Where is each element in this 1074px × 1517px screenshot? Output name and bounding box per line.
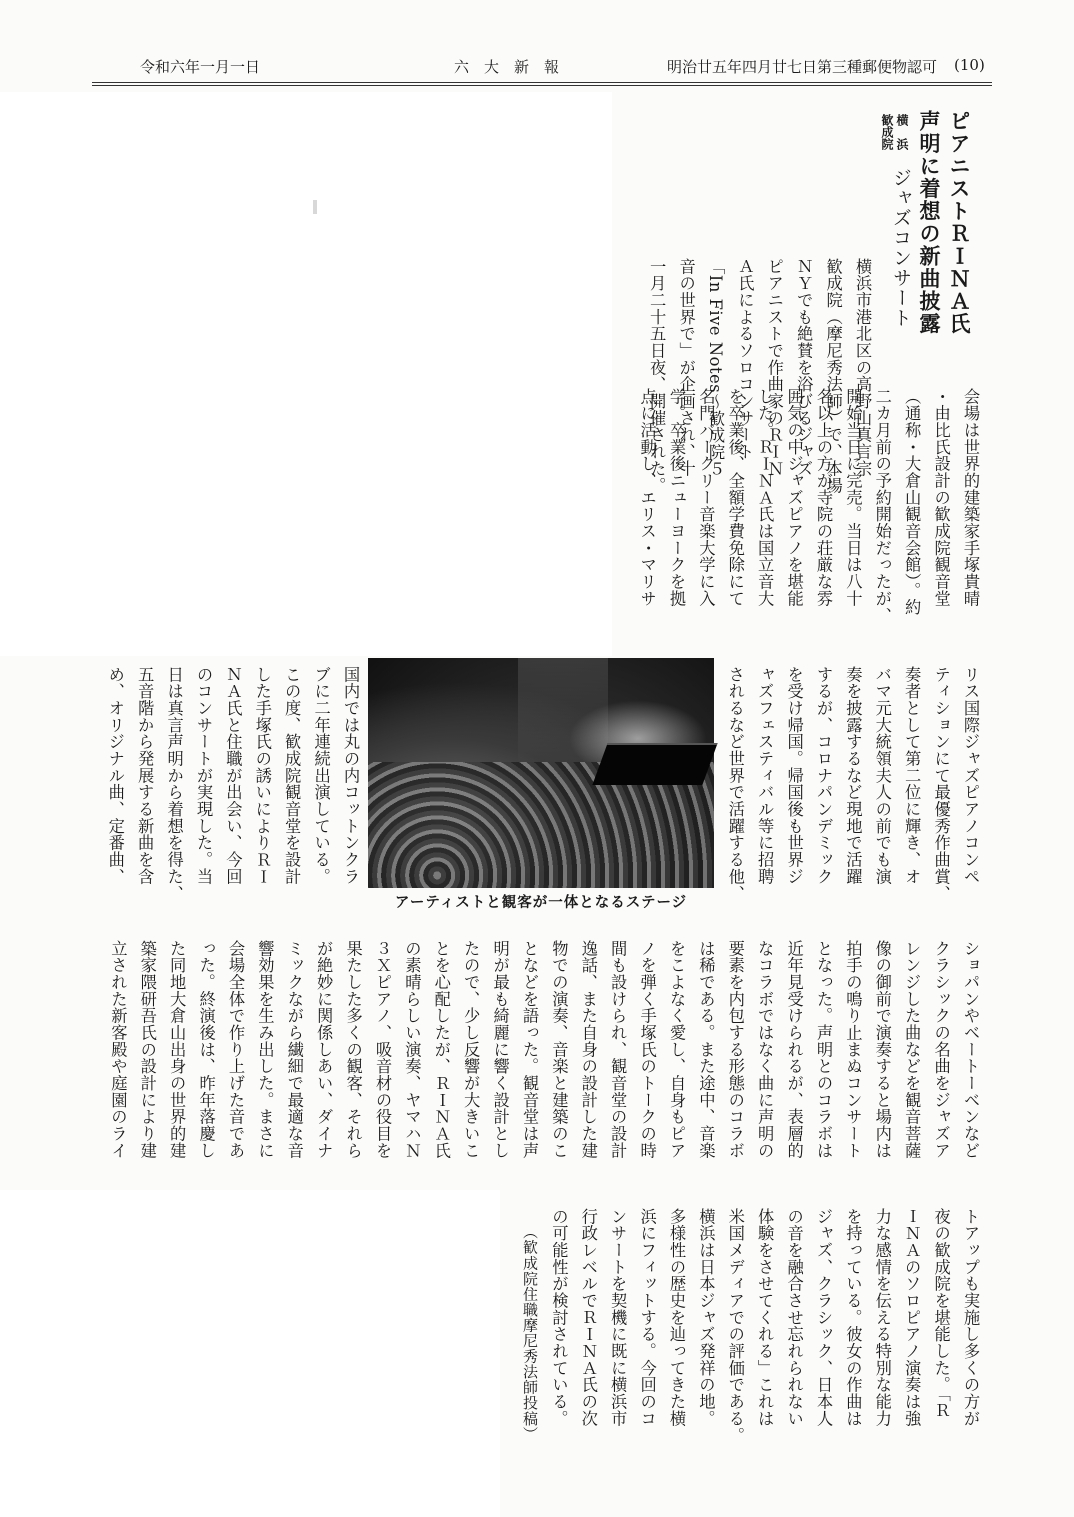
text-column: 浜にフィットする。今回のコ: [637, 1208, 657, 1427]
text-column: の素晴らしい演奏、ヤマハＮ: [402, 940, 422, 1159]
text-column: 間も設けられ、観音堂の設計: [608, 940, 628, 1159]
text-column: リス国際ジャズピアノコンペ: [961, 666, 980, 885]
text-column: 奏者として第二位に輝き、オ: [902, 666, 922, 885]
text-column: クラシックの名曲をジャズア: [931, 940, 951, 1159]
text-column: の可能性が検討されている。: [549, 1208, 569, 1427]
text-column: とを心配したが、ＲＩＮＡ氏: [431, 940, 451, 1159]
text-column: （通称・大倉山観音会館）。約: [902, 388, 922, 616]
byline: （歓成院住職摩尼秀法師投稿）: [521, 1224, 539, 1442]
text-column: った。終演後は、昨年落慶し: [196, 940, 216, 1159]
text-column: の音を融合させ忘れられない: [784, 1208, 804, 1427]
text-column: 近年見受けられるが、表層的: [784, 940, 804, 1159]
text-column: 名門バークリー音楽大学に入: [696, 388, 716, 607]
text-column: となった。声明とのコラボは: [814, 940, 833, 1159]
blank-area-top-left: [0, 92, 612, 656]
subheadline-location-1: 横 浜: [895, 114, 909, 150]
text-column: を卒業後、全額学費免除にて: [725, 388, 745, 607]
paper-speck: [313, 200, 317, 214]
text-column: 行政レベルでＲＩＮＡ氏の次: [578, 1208, 598, 1427]
text-column: Ａ氏によるソロコンサート: [735, 258, 755, 461]
text-column: 一月二十五日夜、開催された。: [647, 258, 667, 494]
text-column: ブに二年連続出演している。: [311, 666, 331, 885]
text-column: 日は真言声明から着想を得た、: [164, 666, 184, 902]
text-column: を受け帰国。帰国後も世界ジ: [784, 666, 804, 885]
headline-1: ピアニストＲＩＮＡ氏: [947, 110, 972, 335]
text-column: 奏を披露するなど現地で活躍: [843, 666, 863, 885]
text-column: 二カ月前の予約開始だったが、: [872, 388, 892, 624]
text-column: 五音階から発展する新曲を含: [135, 666, 155, 885]
text-column: となどを語った。観音堂は声: [520, 940, 539, 1159]
stage-light: [518, 658, 608, 768]
text-column: 要素を内包する形態のコラボ: [725, 940, 745, 1159]
text-column: 会場は世界的建築家手塚貴晴: [961, 388, 980, 607]
text-column: のコンサートが実現した。当: [194, 666, 213, 885]
text-column: 音の世界で」が企画され、十: [676, 258, 696, 477]
text-column: 体験をさせてくれる」これは: [755, 1208, 775, 1427]
text-column: た同地大倉山出身の世界的建: [167, 940, 187, 1159]
text-column: するが、コロナパンデミック: [814, 666, 833, 885]
text-column: 囲気の中ジャズピアノを堪能: [784, 388, 804, 607]
text-column: を持っている。彼女の作曲は: [843, 1208, 863, 1427]
concert-photo: [368, 658, 714, 888]
text-column: 逸話、また自身の設計した建: [578, 940, 598, 1159]
text-column: 多様性の歴史を辿ってきた横: [667, 1208, 686, 1427]
text-column: 築家隈研吾氏の設計により建: [137, 940, 157, 1159]
text-column: 国内では丸の内コットンクラ: [341, 666, 360, 885]
text-column: ３Ｘピアノ、吸音材の役目を: [373, 940, 392, 1159]
text-column: レンジした曲などを観音菩薩: [902, 940, 922, 1159]
text-column: ティションにて最優秀作曲賞、: [931, 666, 951, 902]
text-column: ジャズ、クラシック、日本人: [814, 1208, 833, 1427]
text-column: 学。卒業後ニューヨークを拠: [667, 388, 686, 607]
text-column: 像の御前で演奏すると場内は: [872, 940, 892, 1159]
text-column: 米国メディアでの評価である。: [725, 1208, 745, 1444]
text-column: されるなど世界で活躍する他、: [725, 666, 745, 902]
text-column: 「In Five Notes～歓成院５: [706, 258, 725, 478]
text-column: 開始当日に完売。当日は八十: [843, 388, 863, 607]
text-column: 名以上の方が寺院の荘厳な雰: [814, 388, 833, 607]
text-column: 物での演奏、音楽と建築のこ: [549, 940, 569, 1159]
text-column: をこよなく愛し、自身もピア: [667, 940, 686, 1159]
text-column: 点に活動し、エリス・マリサ: [637, 388, 657, 607]
text-column: ピアニストで作曲家のＲＩＮ: [764, 258, 784, 477]
text-column: なコラボではなく曲に声明の: [755, 940, 775, 1159]
photo-caption: アーティストと観客が一体となるステージ: [394, 894, 688, 911]
text-column: 歓成院（摩尼秀法師）で、本場: [823, 258, 843, 494]
text-column: この度、歓成院観音堂を設計: [282, 666, 302, 885]
newspaper-name: 六 大 新 報: [454, 58, 560, 76]
text-column: 力な感情を伝える特別な能力: [872, 1208, 892, 1427]
text-column: ・由比氏設計の歓成院観音堂: [931, 388, 951, 607]
page-header: [92, 56, 992, 82]
text-column: 明が最も綺麗に響く設計とし: [490, 940, 510, 1159]
text-column: ノを弾く手塚氏のトークの時: [637, 940, 657, 1159]
text-column: が絶妙に関係しあい、ダイナ: [314, 940, 334, 1159]
page-number: (10): [954, 56, 985, 74]
subheadline-event: ジャズコンサート: [890, 168, 912, 328]
text-column: した。ＲＩＮＡ氏は国立音大: [755, 388, 775, 607]
text-column: 拍手の鳴り止まぬコンサート: [843, 940, 863, 1159]
blank-area-bottom-left: [0, 1190, 500, 1517]
text-column: バマ元大統領夫人の前でも演: [872, 666, 892, 885]
text-column: 立された新客殿や庭園のライ: [108, 940, 128, 1159]
text-column: ンサートを契機に既に横浜市: [608, 1208, 628, 1427]
issue-date: 令和六年一月一日: [140, 58, 261, 76]
text-column: 会場全体で作り上げた音であ: [226, 940, 245, 1159]
text-column: した手塚氏の誘いによりＲＩ: [252, 666, 272, 885]
header-rule: [92, 82, 992, 83]
header-rule-thin: [92, 85, 992, 86]
text-column: め、オリジナル曲、定番曲、: [105, 666, 125, 885]
text-column: ショパンやベートーベンなど: [961, 940, 980, 1159]
text-column: たので、少し反響が大きいこ: [461, 940, 481, 1159]
text-column: 横浜市港北区の高野山真言宗: [853, 258, 872, 477]
text-column: トアップも実施し多くの方が: [961, 1208, 980, 1427]
text-column: ＮＹでも絶賛を浴びるジャズ: [794, 258, 814, 477]
headline-2: 声明に着想の新曲披露: [917, 110, 942, 335]
text-column: ャズフェスティバル等に招聘: [755, 666, 775, 885]
text-column: 果たした多くの観客、それら: [343, 940, 363, 1159]
text-column: ミックながら繊細で最適な音: [284, 940, 304, 1159]
text-column: ＩＮＡのソロピアノ演奏は強: [902, 1208, 922, 1427]
subheadline-location-2: 歓成院: [880, 114, 894, 150]
text-column: ＮＡ氏と住職が出会い、今回: [223, 666, 243, 885]
text-column: 響効果を生み出した。まさに: [255, 940, 275, 1159]
postal-notice: 明治廿五年四月廿七日第三種郵便物認可: [667, 58, 938, 76]
text-column: は稀である。また途中、音楽: [696, 940, 716, 1159]
text-column: 夜の歓成院を堪能した。「Ｒ: [931, 1208, 951, 1419]
text-column: 横浜は日本ジャズ発祥の地。: [696, 1208, 716, 1427]
grand-piano: [592, 743, 717, 785]
